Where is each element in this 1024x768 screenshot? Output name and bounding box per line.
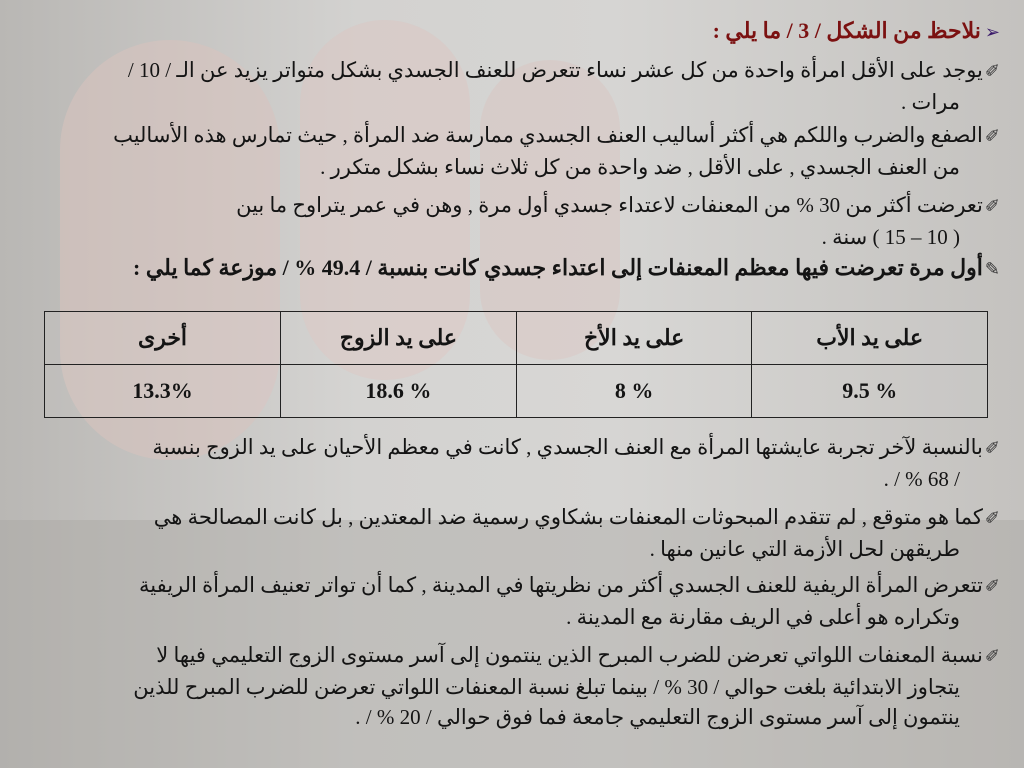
table-cell: 13.3% [45,365,281,418]
pencil-icon: ✐ [984,576,1000,597]
table-cell: % 18.6 [281,365,517,418]
table-header-cell: على يد الأخ [516,312,752,365]
pencil-icon: ✐ [984,646,1000,667]
bullet-item: ✐تتعرض المرأة الريفية للعنف الجسدي أكثر من نظريتها في المدينة , كما أن تواتر تعنيف المرأة الريفية وتكراره هو أعلى في الريف مقارنة مع المدينة . [139,573,1000,629]
table-header-cell: على يد الزوج [281,312,517,365]
pencil-icon: ✐ [984,61,1000,82]
pencil-icon: ✐ [984,196,1000,217]
pencil-icon: ✐ [984,126,1000,147]
bullet-item: ✐الصفع والضرب واللكم هي أكثر أساليب العنف الجسدي ممارسة ضد المرأة , حيث تمارس هذه الأساليب من العنف الجسدي , على الأقل , ضد واحدة من كل ثلاث نساء بشكل متكرر . [113,123,1000,179]
table-cell: % 9.5 [752,365,988,418]
bullet-item: ✐نسبة المعنفات اللواتي تعرضن للضرب المبرح الذين ينتمون إلى آسر مستوى الزوج التعليمي فيها لا يتجاوز الابتدائية بلغت حوالي / 30 % / بينما تبلغ نسبة المعنفات اللواتي تعرضن للضرب المبرح للذين ينتمون إلى آسر مستوى الزوج التعليمي جامعة فما فوق حوالي / 20 % / . [133,643,1000,729]
bullet-item: ✐بالنسبة لآخر تجربة عايشتها المرأة مع العنف الجسدي , كانت في معظم الأحيان على يد الزوج بنسبة / 68 % / . [152,435,1000,491]
table-header-row [45,312,988,365]
arrow-icon: ➢ [984,22,1000,43]
statistics-table [44,311,988,418]
bullet-item: ✐كما هو متوقع , لم تتقدم المبحوثات المعنفات بشكاوي رسمية ضد المعتدين , بل كانت المصالحة هي طريقهن لحل الأزمة التي عانين منها . [153,505,1000,561]
bullet-item: ✐يوجد على الأقل امرأة واحدة من كل عشر نساء تتعرض للعنف الجسدي بشكل متواتر يزيد عن الـ / 10 / مرات . [127,58,1000,114]
table-header-cell: على يد الأب [752,312,988,365]
pencil-icon: ✎ [984,259,1000,280]
bullet-item: ✐تعرضت أكثر من 30 % من المعنفات لاعتداء جسدي أول مرة , وهن في عمر يتراوح ما بين ( 10 – 15 ) سنة . [236,193,1000,249]
table-heading: ✎أول مرة تعرضت فيها معظم المعنفات إلى اعتداء جسدي كانت بنسبة / 49.4 % / موزعة كما يلي : [133,255,1000,280]
table-header-cell: أخرى [45,312,281,365]
table-cell: % 8 [516,365,752,418]
pencil-icon: ✐ [984,438,1000,459]
table-row [45,365,988,418]
pencil-icon: ✐ [984,508,1000,529]
slide-title: ➢نلاحظ من الشكل / 3 / ما يلي : [712,18,1000,43]
